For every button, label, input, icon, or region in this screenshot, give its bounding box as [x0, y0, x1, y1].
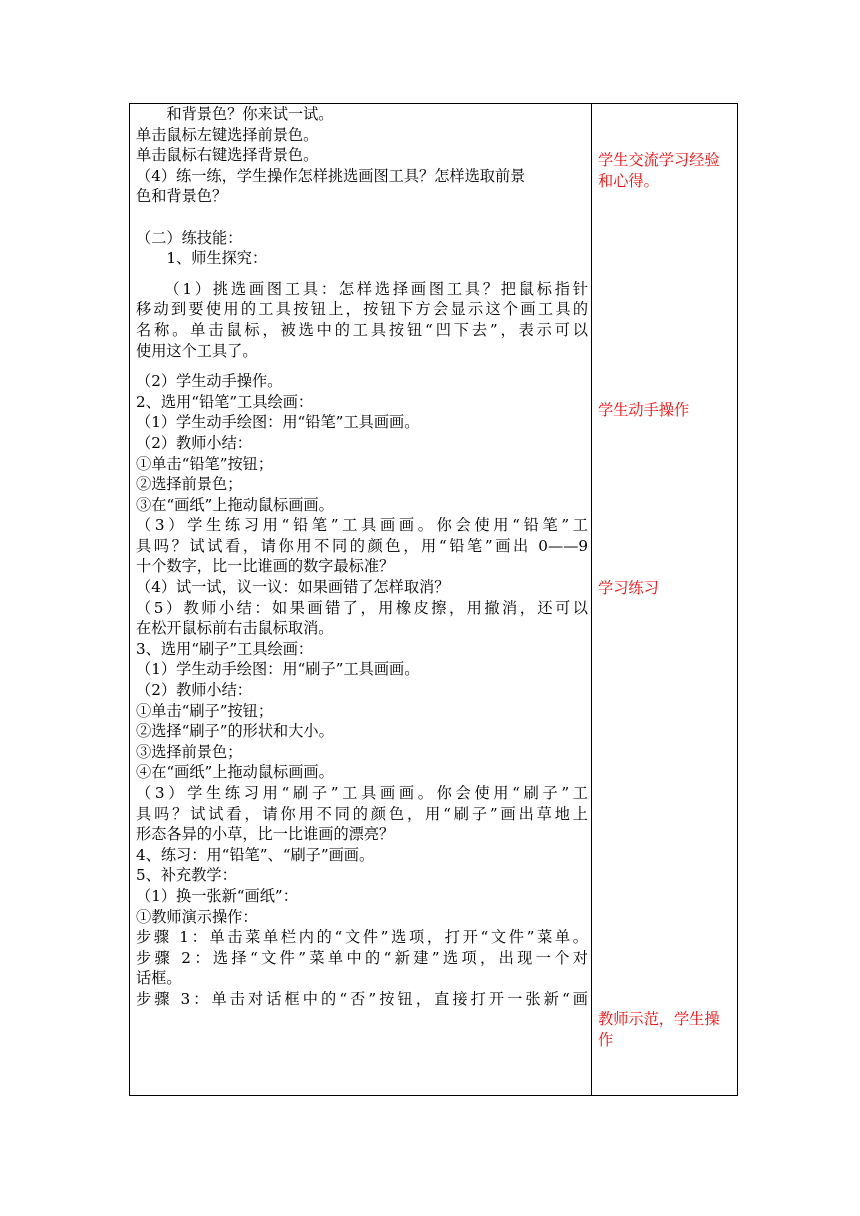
procedure-column: [136, 104, 588, 1010]
text-line: （1）挑选画图工具：怎样选择画图工具？把鼠标指针: [136, 279, 588, 298]
text-line: （2）教师小结：: [136, 433, 252, 452]
text-line: 单击鼠标右键选择背景色。: [136, 146, 319, 165]
text-line: ①单击“刷子”按钮；: [136, 701, 274, 720]
note-demo: 教师示范，学生操作: [598, 1010, 720, 1049]
text-line: （1）换一张新“画纸”：: [136, 886, 298, 905]
text-line: 形态各异的小草，比一比谁画的漂亮？: [136, 825, 395, 844]
text-line: （3）学生练习用“铅笔”工具画画。你会使用“铅笔”工: [136, 516, 588, 535]
text-line: 十个数字，比一比谁画的数字最标准？: [136, 557, 395, 576]
text-line: 1、师生探究：: [136, 249, 268, 268]
text-line: 单击鼠标左键选择前景色。: [136, 125, 319, 144]
text-line: 色和背景色？: [136, 187, 228, 206]
column-divider: [591, 103, 592, 1096]
text-line: （3）学生练习用“刷子”工具画画。你会使用“刷子”工: [136, 784, 588, 802]
text-line: （1）学生动手绘图：用“刷子”工具画画。: [136, 660, 420, 679]
text-line: ②选择前景色；: [136, 475, 243, 494]
text-line: 步骤 3：单击对话框中的“否”按钮，直接打开一张新“画: [136, 989, 588, 1008]
text-line: 名称。单击鼠标，被选中的工具按钮“凹下去”，表示可以: [136, 320, 588, 339]
text-line: ①教师演示操作：: [136, 907, 258, 926]
note-hands-on: 学生动手操作: [598, 401, 690, 419]
text-line: （2）教师小结：: [136, 681, 252, 700]
text-line: 步骤 1：单击菜单栏内的“文件”选项，打开“文件”菜单。: [136, 928, 588, 947]
blank-line: [136, 207, 588, 228]
text-line: 5、补充教学：: [136, 866, 237, 885]
text-line: 2、选用“铅笔”工具绘画：: [136, 392, 314, 411]
text-line: ②选择“刷子”的形状和大小。: [136, 722, 334, 741]
text-line: 话框。: [136, 969, 182, 988]
text-line: 和背景色？你来试一试。: [136, 105, 334, 123]
text-line: ③选择前景色；: [136, 742, 243, 761]
text-line: 使用这个工具了。: [136, 341, 258, 360]
text-line: （1）学生动手绘图：用“铅笔”工具画画。: [136, 413, 420, 432]
note-exchange: 学生交流学习经验和心得。: [598, 151, 720, 190]
text-line: （5）教师小结：如果画错了，用橡皮擦，用撤消，还可以: [136, 598, 588, 617]
text-line: 在松开鼠标前右击鼠标取消。: [136, 619, 334, 638]
text-line: 具吗？试试看，请你用不同的颜色，用“刷子”画出草地上: [136, 804, 588, 823]
text-line: 3、选用“刷子”工具绘画：: [136, 639, 314, 658]
text-line: （4）练一练，学生操作怎样挑选画图工具？怎样选取前景: [136, 166, 526, 185]
text-line: 移动到要使用的工具按钮上，按钮下方会显示这个画工具的: [136, 300, 588, 319]
section-heading: （二）练技能：: [136, 228, 243, 247]
text-line: 具吗？试试看，请你用不同的颜色，用“铅笔”画出 0——9: [136, 536, 588, 555]
note-practice: 学习练习: [598, 579, 659, 597]
text-line: 步骤 2：选择“文件”菜单中的“新建”选项，出现一个对: [136, 948, 588, 967]
text-line: （2）学生动手操作。: [136, 372, 283, 391]
text-line: ①单击“铅笔”按钮；: [136, 454, 274, 473]
text-line: （4）试一试，议一议：如果画错了怎样取消？: [136, 578, 450, 597]
text-line: ③在“画纸”上拖动鼠标画画。: [136, 495, 334, 514]
text-line: ④在“画纸”上拖动鼠标画画。: [136, 763, 334, 782]
text-line: 4、练习：用“铅笔”、“刷子”画画。: [136, 845, 375, 864]
